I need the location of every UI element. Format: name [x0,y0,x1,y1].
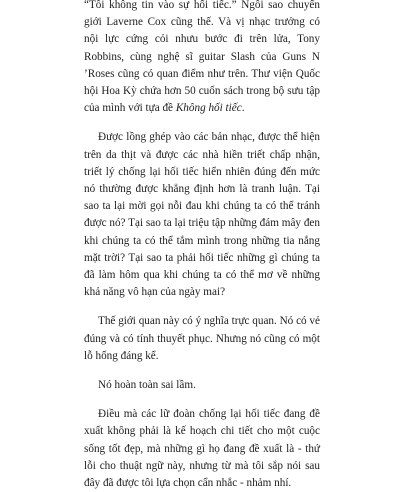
body-text [84,0,320,492]
paragraph-3-text: Thế giới quan này có ý nghĩa trực quan. Nó có vẻ đúng và có tính thuyết phục. Nhưng nó cũng có một lỗ hổng đáng kể. [84,315,320,362]
paragraph-1-text: “Tôi không tin vào sự hối tiếc.” Ngôi sao chuyển giới Laverne Cox cũng thế. Và vị nhạc trưởng có nội lực cứng cỏi nhưu bước đi trên lửa, Tony Robbins, cùng nghệ sĩ guitar Slash của Guns N ’Roses cũng có quan điểm như trên. Thư viện Quốc hội Hoa Kỳ chứa hơn 50 cuốn sách trong bộ sưu tập của mình với tựa đề [84,0,320,115]
paragraph-4 [84,377,320,394]
paragraph-1 [84,0,320,117]
paragraph-1-period: . [241,102,245,115]
paragraph-3 [84,313,320,365]
book-title-italic: Không hối tiếc [175,102,242,115]
paragraph-5 [84,406,320,492]
paragraph-4-text: Nó hoàn toàn sai lầm. [98,379,196,392]
paragraph-5-text: Điều mà các lữ đoàn chống lại hối tiếc đang đề xuất không phải là kế hoạch chi tiết cho một cuộc sống tốt đẹp, mà những gì họ đang đề xuất là - thứ lỗi cho thuật ngữ này, nhưng từ mà tôi sắp nói sau đây đã được tôi lựa chọn cẩn nhắc - nhảm nhí. [84,408,320,490]
paragraph-2 [84,129,320,301]
paragraph-2-text: Được lồng ghép vào các bản nhạc, được thể hiện trên da thịt và được các nhà hiền triết chấp nhận, triết lý chống lại hối tiếc hiển nhiên đúng đến mức nó thường được khẳng định hơn là tranh luận. Tại sao ta lại mời gọi nỗi đau khi chúng ta có thể tránh được nó? Tại sao ta lại triệu tập những đám mây đen khi chúng ta có thể tắm mình trong những tia nắng mặt trời? Tại sao ta phải hối tiếc những gì chúng ta đã làm hôm qua khi chúng ta có thể mơ về những khả năng vô hạn của ngày mai? [84,131,320,299]
